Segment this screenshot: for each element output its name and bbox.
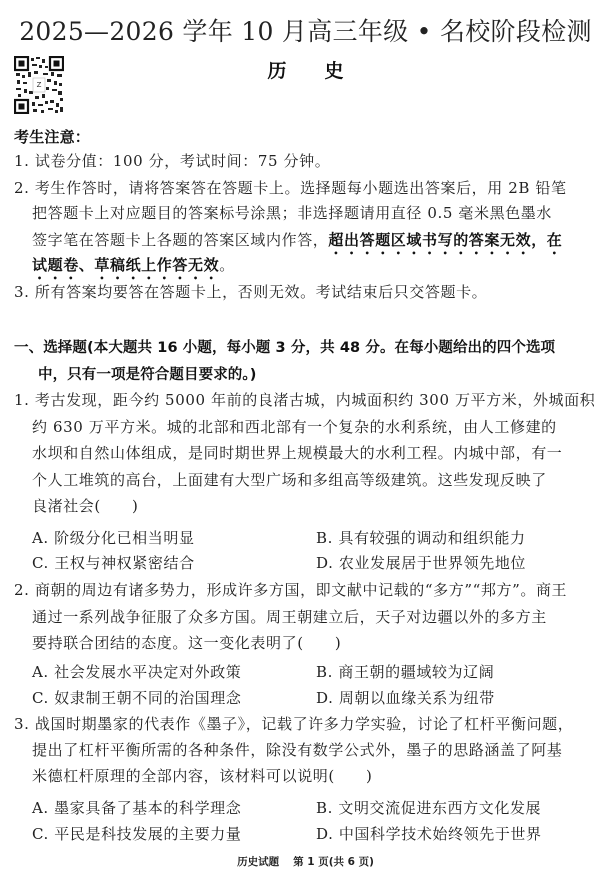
question-1-option-b: B. 具有较强的调动和组织能力 bbox=[316, 529, 526, 547]
question-1-line-3: 水坝和自然山体组成，是同时期世界上规模最大的水利工程。内城中部，有一 bbox=[32, 444, 563, 462]
question-3-line-1: 3. 战国时期墨家的代表作《墨子》，记载了许多力学实验，讨论了杠杆平衡问题， bbox=[14, 715, 574, 733]
subject-char-1: 历 bbox=[267, 60, 287, 82]
notice-item-1: 1. 试卷分值：100 分，考试时间：75 分钟。 bbox=[14, 152, 331, 170]
footer-subject: 历史试题 bbox=[237, 856, 280, 868]
question-1-line-5: 良渚社会( ) bbox=[32, 497, 139, 515]
question-2-option-b: B. 商王朝的疆域较为辽阔 bbox=[316, 663, 495, 681]
question-2-option-a: A. 社会发展水平决定对外政策 bbox=[32, 663, 242, 681]
question-3-line-2: 提出了杠杆平衡所需的各种条件，除没有数学公式外，墨子的思路涵盖了阿基 bbox=[32, 741, 563, 759]
question-1-option-d: D. 农业发展居于世界领先地位 bbox=[316, 554, 527, 572]
question-3-option-d: D. 中国科学技术始终领先于世界 bbox=[316, 825, 542, 843]
svg-text:Z: Z bbox=[36, 81, 42, 89]
question-3-option-b: B. 文明交流促进东西方文化发展 bbox=[316, 799, 542, 817]
question-1-line-1: 1. 考古发现，距今约 5000 年前的良渚古城，内城面积约 300 万平方米，外城面积 bbox=[14, 391, 596, 409]
notice-item-2-line-2: 把答题卡上对应题目的答案标号涂黑；非选择题请用直径 0.5 毫米黑色墨水 bbox=[32, 204, 552, 222]
section-heading-line-1: 一、选择题(本大题共 16 小题，每小题 3 分，共 48 分。在每小题给出的四个选项 bbox=[14, 340, 556, 356]
exam-title: 2025—2026 学年 10 月高三年级 • 名校阶段检测 bbox=[19, 17, 592, 46]
subject-title bbox=[0, 58, 611, 84]
question-3-option-c: C. 平民是科技发展的主要力量 bbox=[32, 825, 242, 843]
question-1-line-4: 个人工堆筑的高台，上面建有大型广场和多组高等级建筑。这些发现反映了 bbox=[32, 471, 547, 489]
question-3-option-a: A. 墨家具备了基本的科学理念 bbox=[32, 799, 242, 817]
notice-item-2-line-4 bbox=[32, 255, 235, 283]
notice-emphasis-2: 试题卷、草稿纸上作答无效 bbox=[32, 256, 220, 274]
question-2-line-1: 2. 商朝的周边有诸多势力，形成许多方国，即文献中记载的“多方”“邦方”。商王 bbox=[14, 581, 568, 599]
question-2-line-3: 要持联合团结的态度。这一变化表明了( ) bbox=[32, 634, 342, 652]
question-2-line-2: 通过一系列战争征服了众多方国。周王朝建立后，天子对边疆以外的多方主 bbox=[32, 608, 547, 626]
footer-page-number: 第 1 页(共 6 页) bbox=[293, 856, 374, 868]
question-1-line-2: 约 630 万平方米。城的北部和西北部有一个复杂的水利系统，由人工修建的 bbox=[32, 418, 557, 436]
question-1-option-a: A. 阶级分化已相当明显 bbox=[32, 529, 195, 547]
notice-item-2-line-3 bbox=[32, 230, 562, 258]
question-2-option-d: D. 周朝以血缘关系为纽带 bbox=[316, 689, 495, 707]
notice-heading: 考生注意： bbox=[14, 128, 91, 146]
page-footer bbox=[0, 854, 611, 869]
subject-char-2: 史 bbox=[324, 60, 344, 82]
question-3-line-3: 米德杠杆原理的全部内容，该材料可以说明( ) bbox=[32, 767, 373, 785]
notice-item-2-line-1: 2. 考生作答时，请将答案答在答题卡上。选择题每小题选出答案后，用 2B 铅笔 bbox=[14, 179, 567, 197]
question-1-option-c: C. 王权与神权紧密结合 bbox=[32, 554, 195, 572]
notice-emphasis-end: 。 bbox=[219, 256, 235, 274]
question-2-option-c: C. 奴隶制王朝不同的治国理念 bbox=[32, 689, 242, 707]
notice-emphasis-1: 超出答题区域书写的答案无效，在 bbox=[328, 231, 563, 249]
section-heading-line-2: 中，只有一项是符合题目要求的。) bbox=[38, 367, 257, 383]
notice-item-3: 3. 所有答案均要答在答题卡上，否则无效。考试结束后只交答题卡。 bbox=[14, 283, 488, 301]
notice-item-2-line-3-text: 签字笔在答题卡上各题的答案区域内作答， bbox=[32, 231, 329, 249]
